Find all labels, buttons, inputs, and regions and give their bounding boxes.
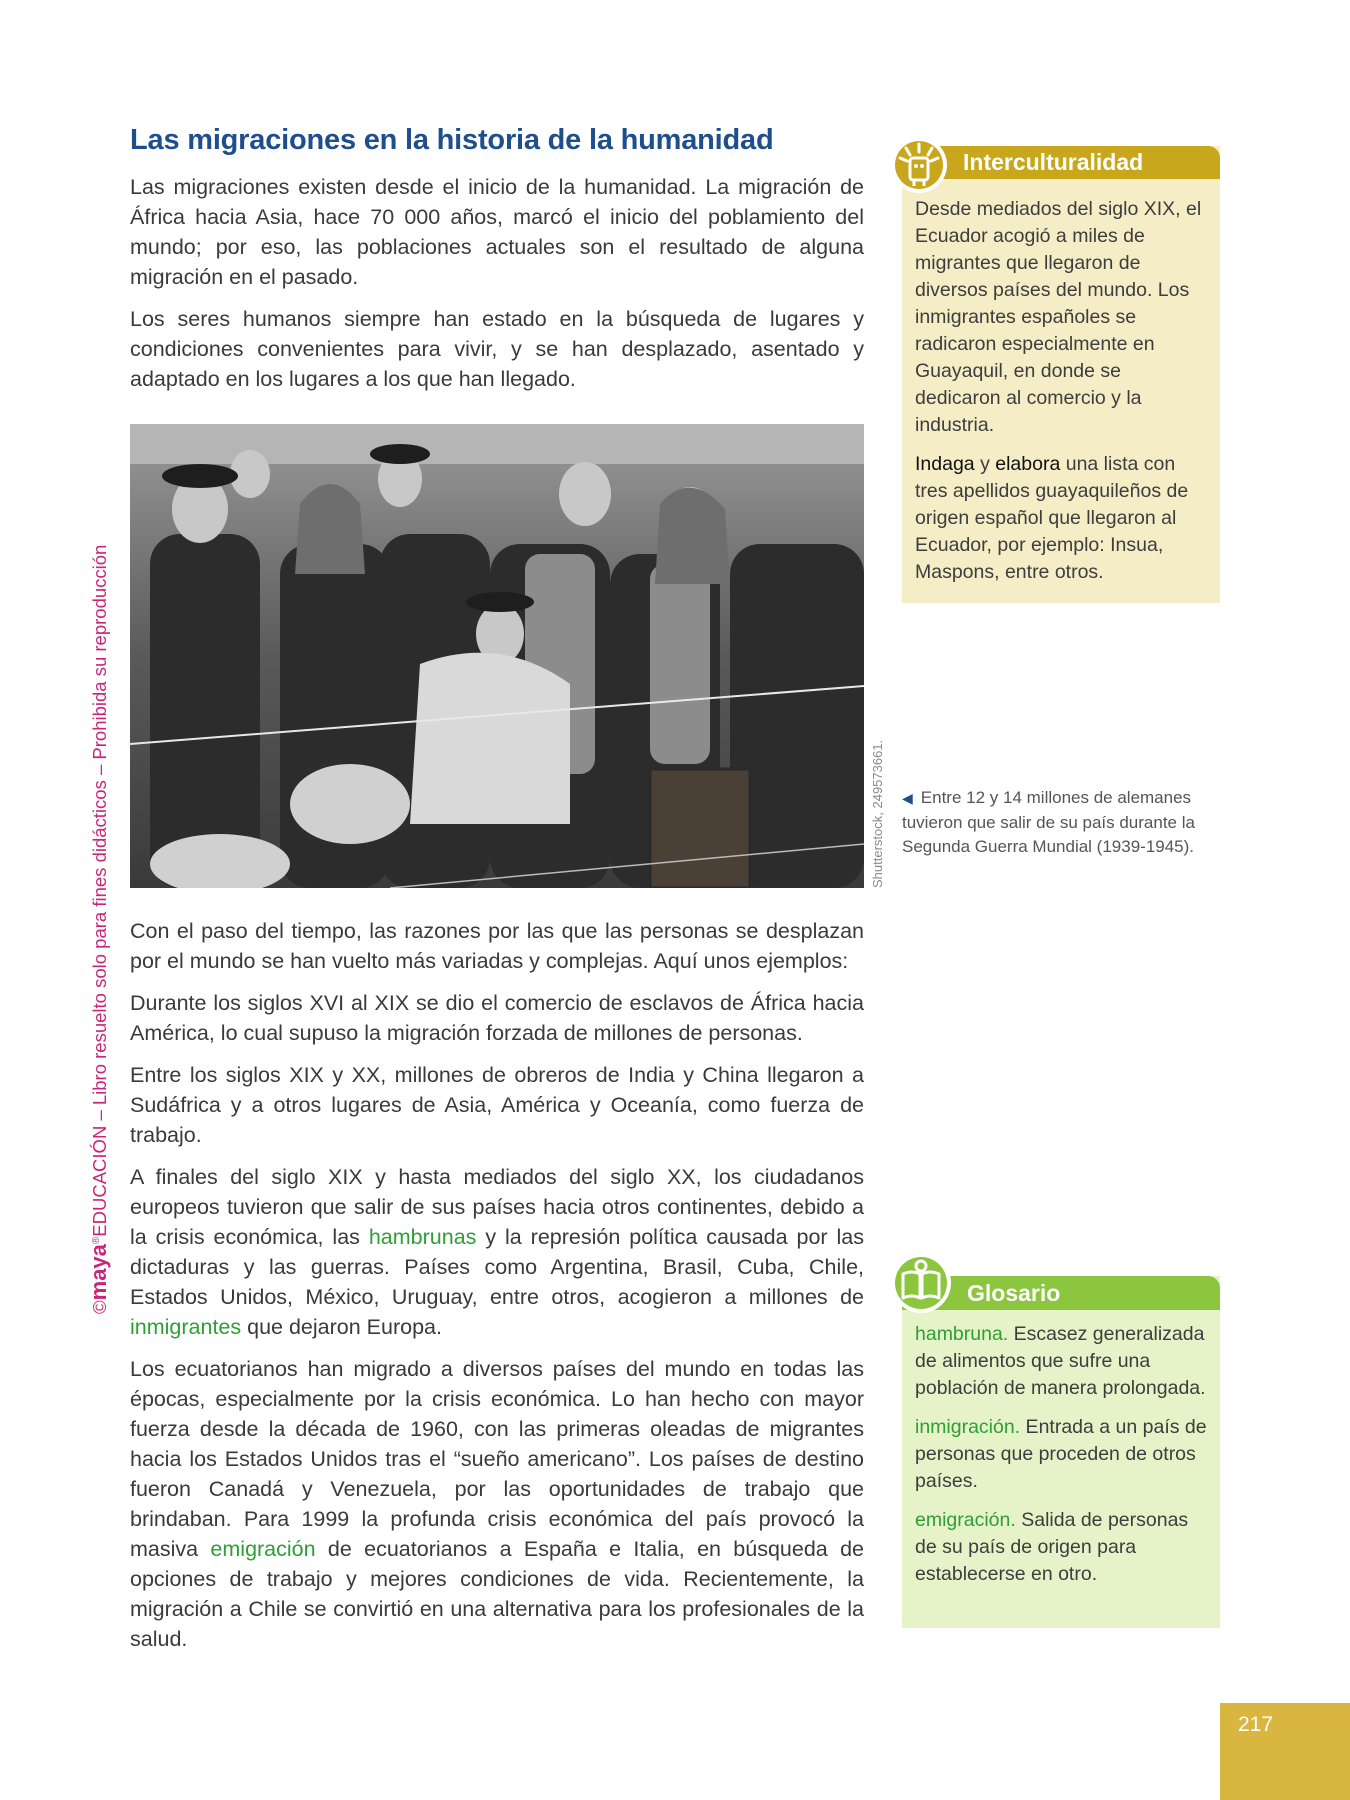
photo-caption <box>902 786 1222 860</box>
activity <box>915 451 1205 586</box>
text-run: A finales del siglo XIX y hasta mediados del siglo XX, los ciudadanos europeos tuvieron que salir de sus países hacia otros continentes, debido a la crisis económica, las <box>130 1165 864 1249</box>
paragraph: Desde mediados del siglo XIX, el Ecuador acogió a miles de migrantes que llegaron de diversos países del mundo. Los inmigrantes españoles se radicaron especialmente en Guayaquil, en donde se dedicaron al comercio y la industria. <box>915 198 1202 436</box>
glossary-definition: Entrada a un país de personas que proceden de otros países. <box>915 1416 1207 1492</box>
paragraph: Con el paso del tiempo, las razones por las que las personas se desplazan por el mundo se han vuelto más variadas y complejas. Aquí unos ejemplos: <box>130 919 864 973</box>
text-run: y la represión política causada por las dictaduras y las guerras. Países como Argentina, Brasil, Cuba, Chile, Estados Unidos, México, Uruguay, entre otros, acogieron a millones de <box>130 1225 864 1309</box>
book-icon <box>890 1252 952 1314</box>
verb: elabora <box>995 453 1061 475</box>
paragraph <box>130 1354 864 1654</box>
text-run: una lista con tres apellidos guayaquileños de origen español que llegaron al Ecuador, por ejemplo: Insua, Maspons, entre otros. <box>915 453 1189 583</box>
glossary-term: inmigración. <box>915 1416 1021 1438</box>
glossary-entry <box>915 1507 1207 1588</box>
text-run: Los ecuatorianos han migrado a diversos países del mundo en todas las épocas, especialmente por la crisis económica. Lo han hecho con mayor fuerza desde la década de 1960, con las primeras oleadas de migrantes hacia los Estados Unidos tras el “sueño americano”. Los países de destino fueron Canadá y Venezuela, por las oportunidades de trabajo que brindaban. Para 1999 la profunda crisis económica del país provocó la masiva <box>130 1357 864 1561</box>
page-title: Las migraciones en la historia de la humanidad <box>130 124 774 156</box>
text-run: y <box>974 453 996 475</box>
brand-name: maya <box>86 1244 111 1301</box>
photo-credit: Shutterstock, 249573661. <box>870 739 885 888</box>
glossary-entry <box>915 1414 1207 1495</box>
caption-arrow-icon: ◀ <box>902 790 913 806</box>
interculturalidad-icon <box>890 136 948 194</box>
text-run: que dejaron Europa. <box>241 1315 442 1339</box>
intro-text <box>130 172 864 406</box>
registered-mark: ® <box>90 1236 102 1245</box>
verb: Indaga <box>915 453 975 475</box>
glossary-entry <box>915 1321 1207 1402</box>
copyright-symbol: © <box>89 1300 110 1314</box>
main-text <box>130 916 864 1666</box>
text-run: de ecuatorianos a España e Italia, en búsqueda de opciones de trabajo y mejores condiciones de vida. Recientemente, la migración a Chile se convirtió en una alternativa para los profesionales de la salud. <box>130 1537 864 1651</box>
glossary-term: hambruna. <box>915 1323 1009 1345</box>
caption-text: Entre 12 y 14 millones de alemanes tuvieron que salir de su país durante la Segunda Guerra Mundial (1939-1945). <box>902 788 1195 856</box>
glossary-definition: Salida de personas de su país de origen para establecerse en otro. <box>915 1509 1189 1585</box>
copyright-label <box>86 545 112 1314</box>
copyright-text: EDUCACIÓN – Libro resuelto solo para fines didácticos – Prohibida su reproducción <box>89 544 110 1237</box>
interculturalidad-text <box>915 196 1205 598</box>
paragraph: Las migraciones existen desde el inicio de la humanidad. La migración de África hacia Asia, hace 70 000 años, marcó el inicio del poblamiento del mundo; por eso, las poblaciones actuales son el resultado de alguna migración en el pasado. <box>130 175 864 289</box>
paragraph: Entre los siglos XIX y XX, millones de obreros de India y China llegaron a Sudáfrica y a otros lugares de Asia, América y Oceanía, como fuerza de trabajo. <box>130 1063 864 1147</box>
interculturalidad-title: Interculturalidad <box>963 149 1144 175</box>
glossary-term: inmigrantes <box>130 1315 242 1339</box>
paragraph: Los seres humanos siempre han estado en la búsqueda de lugares y condiciones convenientes para vivir, y se han desplazado, asentado y adaptado en los lugares a los que han llegado. <box>130 307 864 391</box>
page-number: 217 <box>1238 1713 1274 1736</box>
glossary-definition: Escasez generalizada de alimentos que sufre una población de manera prolongada. <box>915 1323 1206 1399</box>
page-number-tab <box>1220 1703 1350 1800</box>
paragraph <box>130 1162 864 1342</box>
migrants-photo <box>130 424 864 888</box>
glosario-text <box>915 1321 1207 1600</box>
photo-illustration <box>130 424 864 888</box>
glossary-term: emigración. <box>915 1509 1016 1531</box>
paragraph: Durante los siglos XVI al XIX se dio el comercio de esclavos de África hacia América, lo cual supuso la migración forzada de millones de personas. <box>130 991 864 1045</box>
glosario-title: Glosario <box>967 1280 1061 1306</box>
glossary-term: emigración <box>210 1537 316 1561</box>
glossary-term: hambrunas <box>368 1225 477 1249</box>
